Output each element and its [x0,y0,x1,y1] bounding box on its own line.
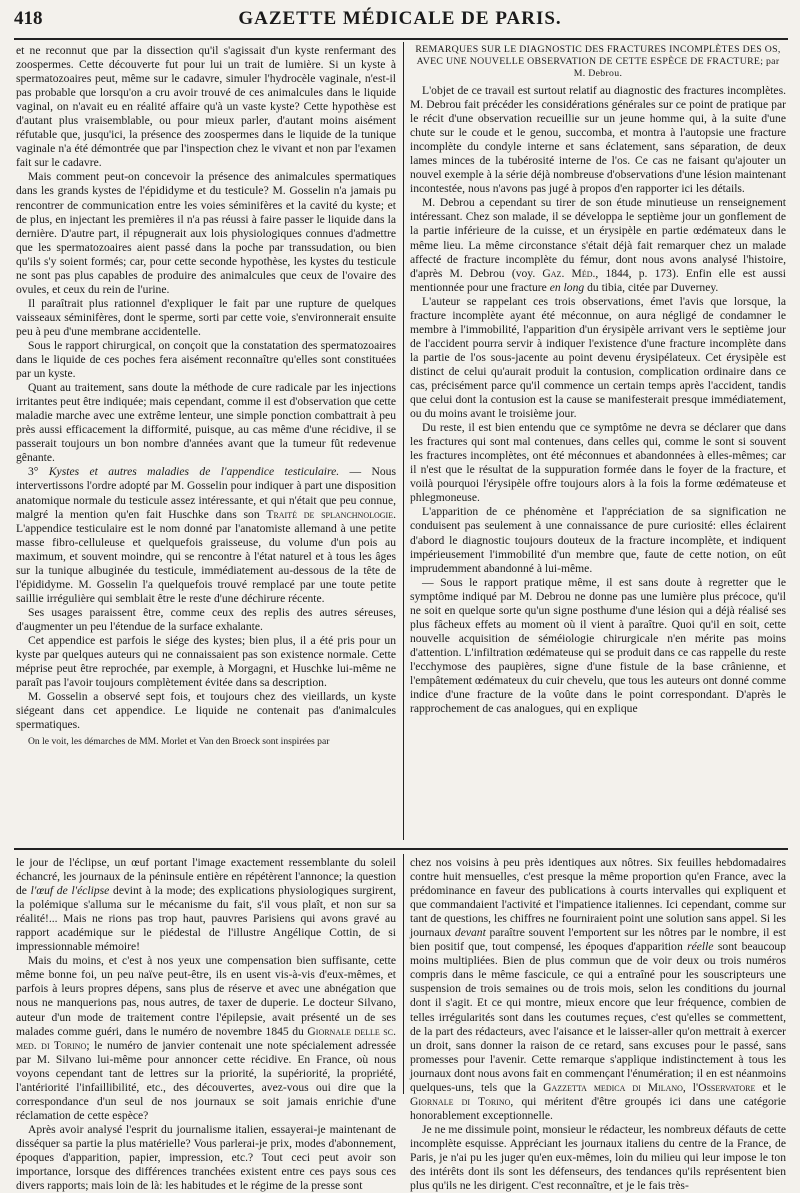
section-number: 3° [28,465,39,479]
paragraph [410,856,786,1123]
paragraph [410,196,786,294]
section-text: — Nous intervertissons l'ordre adopté par M. Gosselin pour indiquer à part une disposition anatomique normale du testicule assez intéressante, et qui n'était que peu connue, malgré la mention qu'en fait Huschke dans son [16,465,396,521]
paragraph-text: le numéro de janvier contenait une note spécialement adressée par M. Silvano lui-même pour annoncer cette récidive. En France, où nous voyons cependant tant de lettres sur la priorité, la supériorité, la propriété, l'antériorité l'infaillibilité, etc., des découvertes, avez-vous oui dire que la correspondance d'un seul de nos journaux se soit jamais enrichie d'une réclamation de cette espèce? [16,1038,397,1122]
bottom-left-column [16,856,397,1193]
page-number: 418 [14,8,43,29]
paragraph: L'apparition de ce phénomène et l'appréciation de sa signification ne conduisent pas seulement à une connaissance de pure curiosité: elles éclairent d'abord le diagnostic toujours douteux de la fracture incomplète, et indiquent impérieusement l'immobilité d'un membre que, faute de cette notion, on eût imprudemment abandonné à lui-même. [410,505,786,575]
page-header [14,6,786,36]
paragraph-text: Mais du moins, et c'est à nos yeux une compensation bien suffisante, cette même bonne foi, un peu naïve peut-être, ils en usent vis-à-vis d'eux-mêmes, et parfois à leurs propres dépens, sans plus de réserve et avec une abnégation que nous ne manquerions pas, nous autres, de taxer de duperie. Le docteur Silvano, auteur d'un mode de traitement contre l'épilepsie, avait présenté un de ses malades comme guéri, dans le numéro de novembre 1845 du [16,954,396,1038]
paragraph: — Sous le rapport pratique même, il est sans doute à regretter que le symptôme indiqué par M. Debrou ne donne pas une lumière plus précoce, qu'il ne soit en quelque sorte qu'un signe posthume d'une lésion qui a déjà réalisé ses plus fâcheux effets au moment où il vient à paraître. Quoi qu'il en soit, cette nouvelle acquisition de séméiologie chirurgicale n'en mérite pas moins d'attention. L'infiltration œdémateuse qui se produit dans ce cas rappelle du reste l'ecchymose des paupières, signe d'une fistule de la base crânienne, et l'empâtement œdémateux du cuir chevelu, que tous les auteurs ont donné comme indice d'une fracture de la voûte dans le point correspondant. D'après le rapprochement de cas analogues, qui en explique [410,575,786,716]
journal-title: GAZETTE MÉDICALE DE PARIS. [238,8,562,29]
paragraph: Quant au traitement, sans doute la méthode de cure radicale par les injections irritantes peut être indiquée; mais cependant, comme il est d'observation que cette maladie marche avec une extrême lenteur, une simple ponction combattrait à peu près aussi efficacement la difformité, puisque, au cas même d'une récidive, il se passerait toujours un bon nombre d'années avant que la tumeur fût redevenue gênante. [16,381,396,465]
paragraph: Après avoir analysé l'esprit du journalisme italien, essayerai-je maintenant de disséquer sa partie la plus matérielle? Vous parlerai-je prix, modes d'abonnement, époques d'apparition, papier, impression, etc.? Tout ceci peut avoir son importance, lorsque des différences tranchées existent entre ces pays sous ces divers rapports; mais loin de là: les habitudes et le régime de la presse sont [16,1122,396,1193]
paragraph: Sous le rapport chirurgical, on conçoit que la constatation des spermatozoaires dans le liquide de ces poches fera aisément reconnaître qu'elles sont constituées par un kyste. [16,338,396,381]
paragraph: et ne reconnut que par la dissection qu'il s'agissait d'un kyste renfermant des zoospermes. Cette découverte fut pour lui un trait de lumière. Si un kyste à spermatozoaires peut, même sur le cadavre, simuler l'hydrocèle vaginale, n'est-il pas probable que lorsqu'on a cru avoir trouvé de ces animalcules dans le liquide vaginal, on n'avait eu en réalité affaire qu'à un vaste kyste? Cette hypothèse est d'autant plus vraisemblable, ou pour mieux parler, d'autant moins aisément réfutable que, jusqu'ici, la présence des zoospermes dans le liquide de la tunique vaginale n'a été démontrée que par l'inspection chez le vivant et non par l'examen fait sur le cadavre. [16,44,396,170]
book-reference: Traité de splanchnologie. [266,507,397,521]
paragraph-text: paraître souvent l'emportent sur les nôtres par le nombre, il est bien positif que, tout compensé, les époques d'apparition [410,926,787,954]
paragraph: M. Gosselin a observé sept fois, et toujours chez des vieillards, un kyste siégeant dans cet appendice. Le liquide ne contenait pas d'animalcules spermatiques. [16,690,396,732]
section-paragraph [16,465,396,605]
paragraph-text: sont beaucoup moins multipliées. Bien de plus commun que de voir deux ou trois numéros compris dans le même fascicule, ce qui a entraîné pour les souscripteurs une suspension de trois semaines ou de trois mois, selon les conditions du journal dont il s'agit. Et ce qui montre, mieux encore que leur fréquence, combien de telles irrégularités sont dans les coutumes reçues, c'est qu'elles se commettent, de la part des rédacteurs, avec l'aisance et le laisser-aller qu'on mettrait à exercer un droit, sans donner la raison de ce retard, sans excuses pour le passé, sans promesses pour l'avenir. Cette remarque s'applique indistinctement à tous les journaux dont nous avons fait en commençant l'énumération; il en est néanmoins quelques-uns, tels que la [410,940,786,1094]
journal-reference: Giornale di Torino, [410,1094,514,1108]
paragraph: Ses usages paraissent être, comme ceux des replis des autres séreuses, d'augmenter un peu l'étendue de la surface exhalante. [16,605,396,633]
journal-reference: Gazzetta medica di Milano, [543,1080,686,1094]
header-rule [14,38,788,40]
italic-text: en long [549,280,585,294]
paragraph-text: et le [762,1080,787,1094]
paragraph-text: qui méritent d'être groupés ici dans une catégorie honorablement exceptionnelle. [410,1094,786,1122]
paragraph-text: M. Debrou a cependant su tirer de son étude minutieuse un renseignement intéressant. Chez son malade, il se développa le septième jour un gonflement de la partie inférieure de la cuisse, et un érysipèle en partie œdémateux dans le même lieu. La même circonstance s'était déjà fait remarquer chez un malade affecté de fracture incomplète du fémur, dont nous avons analysé l'histoire, d'après M. Debrou (voy. [410,196,786,280]
italic-text: réelle [687,940,714,954]
column-divider-bottom [403,854,404,1094]
paragraph-text: chez nos voisins à peu près identiques aux nôtres. Six feuilles hebdomadaires contre huit mensuelles, c'est presque la même proportion qu'en France, avec la prédominance en faveur des publications à courts intervalles qui expliquent et que commandaient l'activité et l'impatience italiennes. Ici cependant, comme sur tant de questions, les chiffres ne fourniraient point une solution sans appel. Si les journaux [410,856,786,940]
reference-year: 1844, p. 173). [605,266,679,280]
article-title-text: REMARQUES SUR LE DIAGNOSTIC DES FRACTURES INCOMPLÈTES DES OS, AVEC UNE NOUVELLE OBSERVATION DE CETTE ESPÈCE DE FRACTURE; [415,44,781,67]
column-divider-top [403,42,404,840]
paragraph: Cet appendice est parfois le siége des kystes; bien plus, il a été pris pour un kyste par quelques auteurs qui ne connaissaient pas son existence normale. Cette méprise peut être reprochée, par exemple, à Morgagni, et Huschke lui-même ne paraît pas l'avoir toujours complètement évitée dans sa description. [16,633,396,690]
article-author: par M. Debrou. [573,56,780,79]
paragraph: L'objet de ce travail est surtout relatif au diagnostic des fractures incomplètes. M. Debrou fait précéder les considérations générales sur ce point de pratique par le récit d'une observation recueillie sur un jeune homme qui, à la suite d'une chute sur le coude et le genou, succomba, et montra à l'autopsie une fracture incomplète du condyle interne et sans éclatement, sans séparation, de deux lames minces de la tubérosité interne de l'os. Ce cas ne faisant qu'ajouter un nouvel exemple à la série déjà nombreuse d'observations d'une lésion maintenant incontestée, nous n'avons pas jugé à propos d'en rapporter ici les détails. [410,84,786,196]
journal-reference: Osservatore [698,1080,756,1094]
footnote: On le voit, les démarches de MM. Morlet et Van den Broeck sont inspirées par [28,736,330,748]
paragraph: Mais comment peut-on concevoir la présence des animalcules spermatiques dans les grands kystes de l'épididyme et du testicule? M. Gosselin n'a jamais pu rencontrer de communication entre les voies séminifères et la cavité du kyste; et de plus, en injectant les premières il n'a pas réussi à faire passer le liquide dans la dernière. D'autre part, il répugnerait aux lois physiologiques connues d'admettre que les spermatozoaires aient passé dans la poche par transsudation, ou bien qu'ils s'y soient formés; car, pour cette seconde hypothèse, les kystes du testicule ne sont pas plus capables de produire des animalcules que ceux de l'ovaire des ovules, et ceux du rein de l'urine. [16,170,396,296]
paragraph-text: du tibia, citée par Duverney. [587,280,719,294]
article-title [410,44,786,80]
paragraph-text: l' [692,1080,699,1094]
paragraph: Il paraîtrait plus rationnel d'expliquer le fait par une rupture de quelques vaisseaux séminifères, dont le sperme, sorti par cette voie, s'environnerait ensuite peu à peu d'une membrane accidentelle. [16,296,396,338]
paragraph: Je ne me dissimule point, monsieur le rédacteur, les nombreux défauts de cette incomplète esquisse. Appréciant les journaux italiens du centre de la France, de Paris, je n'ai pu les juger qu'en eux-mêmes, loin du milieu qui leur impose le ton des intérêts dont ils sont les défenseurs, des tendances qu'ils représentent bien plus qu'ils ne les dirigent. C'est reconnaître, et je le fais très- [410,1122,786,1193]
paragraph: Du reste, il est bien entendu que ce symptôme ne devra se déclarer que dans les fractures qui sont mal contenues, dans celles qui, comme le sont si souvent les fractures incomplètes, ont été méconnues et abandonnées à elles-mêmes; car il n'est que le résultat de la suppuration formée dans le foyer de la fracture, et voilà pourquoi l'érysipèle offre toujours alors à la fois la forme œdémateuse et phlegmoneuse. [410,421,786,505]
journal-reference: Gaz. Méd., [542,266,599,280]
paragraph [16,954,396,1123]
paragraph-text: le jour de l'éclipse, un œuf portant l'image exactement ressemblante du soleil échancré, les journaux de la péninsule entière en répétèrent l'annonce; la question de [16,856,396,898]
section-rule [14,848,788,850]
italic-text: l'œuf de l'éclipse [30,884,110,898]
right-column [410,44,786,844]
paragraph-text: Enfin elle est aussi mentionnée pour une fracture [410,266,786,294]
section-title: Kystes et autres maladies de l'appendice testiculaire. [48,465,340,479]
section-text: L'appendice testiculaire est le nom donné par l'anatomiste allemand à une petite masse fibro-celluleuse et quelquefois graisseuse, du volume d'un pois au maximum, et souvent moindre, qui se rencontre à l'état naturel et à tous les âges sur la tunique albuginée du testicule, immédiatement au-dessous de la tête de l'épididyme. M. Gosselin l'a quelquefois trouvé remplacé par une toute petite saillie irrégulière qui semblait être le reste d'une déchirure récente. [16,521,396,605]
italic-text: devant [454,926,486,940]
bottom-right-column [410,856,787,1193]
journal-reference: Giornale delle sc. med. di Torino; [16,1024,396,1052]
paragraph: L'auteur se rappelant ces trois observations, émet l'avis que lorsque, la fracture incomplète ayant été méconnue, on aura négligé de condamner le membre à l'immobilité, l'apparition d'un érysipèle arrivant vers le septième jour de l'accident pourra servir à indiquer l'existence d'une fracture incomplète dans la partie de l'os sous-jacente au point devenu érysipélateux. Cet érysipèle est distinct de celui qu'aurait produit la contusion, complication ordinaire dans ce cas, précisément parce qu'il commence un certain temps après l'accident, tandis que celui dont la contusion est la cause se manifesterait presque immédiatement, ou du moins avant le troisième jour. [410,294,786,421]
left-column [16,44,396,844]
paragraph-text: devint à la mode; des explications physiologiques surgirent, la polémique s'alluma sur le mécanisme du fait, s'il vous plaît, et non sur sa réalité!... Mais ne rions pas trop haut, pauvres Parisiens qui avons gravé au rapport académique sur le piédestal de l'illustre Angélique Cottin, de si impressionnable mémoire! [16,884,396,954]
paragraph [16,856,396,954]
